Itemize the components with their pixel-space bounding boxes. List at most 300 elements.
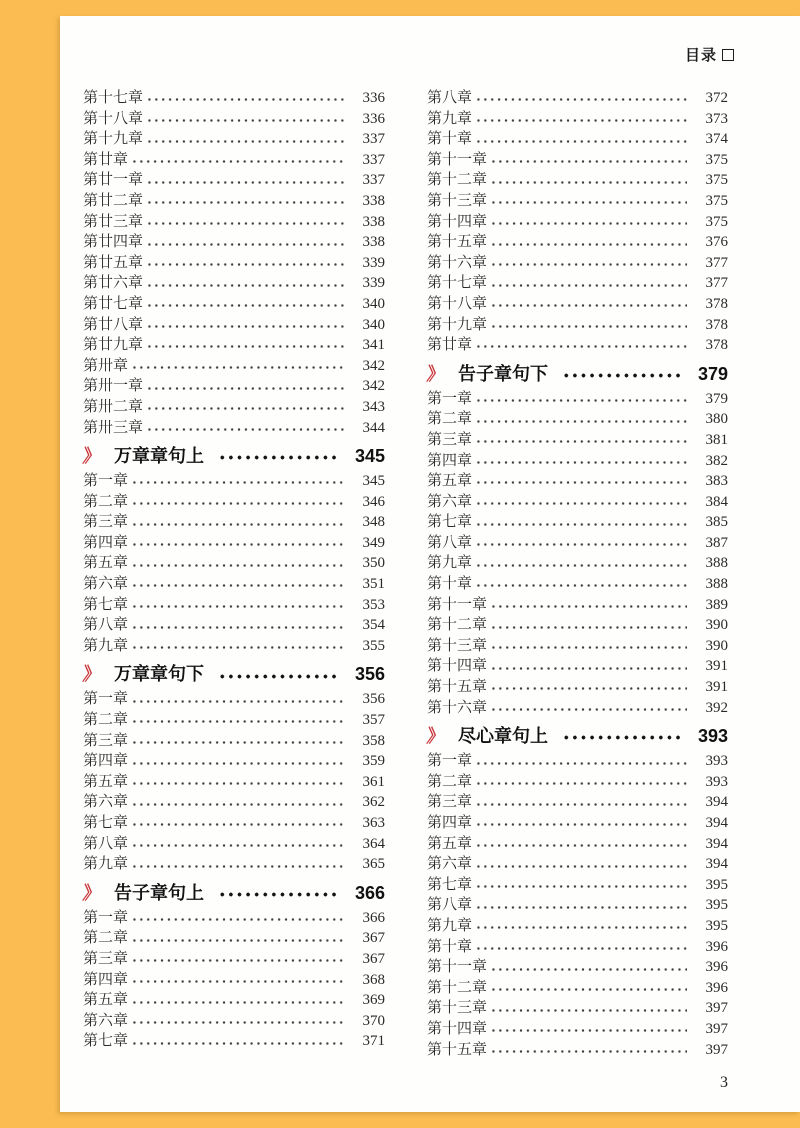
- dot-leader: [490, 1019, 687, 1040]
- toc-entry-row: [427, 512, 728, 533]
- toc-entry-label: 第四章: [83, 534, 129, 551]
- dot-leader: [490, 978, 687, 999]
- toc-entry-row: [427, 772, 728, 793]
- toc-entry-page: 354: [362, 617, 385, 634]
- toc-entry-label: 第五章: [83, 555, 129, 572]
- dot-leader: [475, 512, 687, 533]
- toc-entry-label: 第十二章: [427, 979, 488, 996]
- toc-entry-page: 362: [362, 794, 385, 811]
- dot-leader: [475, 430, 687, 451]
- toc-entry-page: 389: [705, 596, 728, 613]
- dot-leader: [146, 109, 344, 130]
- toc-entry-page: 397: [705, 1041, 728, 1058]
- toc-entry-label: 第七章: [427, 876, 473, 893]
- toc-entry-label: 第廿三章: [83, 213, 144, 230]
- toc-entry-row: [83, 1031, 385, 1052]
- dot-leader: [490, 232, 687, 253]
- dot-leader: [475, 937, 687, 958]
- toc-entry-label: 第三章: [83, 514, 129, 531]
- toc-entry-label: 第六章: [83, 794, 129, 811]
- dot-leader: [146, 88, 344, 109]
- toc-entry-label: 第一章: [83, 909, 129, 926]
- toc-entry-page: 396: [705, 938, 728, 955]
- toc-entry-row: [427, 875, 728, 896]
- dot-leader: [131, 970, 344, 991]
- toc-entry-label: 第三章: [83, 732, 129, 749]
- toc-entry-page: 375: [705, 151, 728, 168]
- dot-leader: [490, 1040, 687, 1061]
- toc-entry-label: 第十六章: [427, 699, 488, 716]
- toc-entry-page: 374: [705, 131, 728, 148]
- toc-entry-row: [427, 677, 728, 698]
- toc-column-left: [83, 88, 385, 1060]
- toc-entry-page: 379: [705, 390, 728, 407]
- dot-leader: [475, 916, 687, 937]
- toc-entry-label: 第廿二章: [83, 192, 144, 209]
- toc-entry-row: [427, 409, 728, 430]
- toc-page: [60, 16, 800, 1112]
- toc-entry-label: 第卅三章: [83, 419, 144, 436]
- toc-entry-row: [83, 710, 385, 731]
- toc-entry-label: 第廿四章: [83, 234, 144, 251]
- toc-entry-label: 第十三章: [427, 637, 488, 654]
- section-chevron-icon: 》: [425, 726, 447, 747]
- toc-section-row: [83, 443, 385, 469]
- dot-leader: [131, 854, 344, 875]
- toc-columns: [83, 88, 728, 1060]
- toc-section-label: 告子章句下: [458, 363, 548, 384]
- toc-entry-label: 第十七章: [83, 90, 144, 106]
- toc-entry-page: 394: [705, 835, 728, 852]
- page-number: 3: [720, 1074, 728, 1091]
- dot-leader: [490, 957, 687, 978]
- toc-entry-row: [83, 908, 385, 929]
- dot-leader: [146, 212, 344, 233]
- toc-entry-row: [83, 772, 385, 793]
- toc-section-row: [427, 723, 728, 749]
- toc-entry-row: [427, 315, 728, 336]
- toc-entry-page: 349: [362, 534, 385, 551]
- dot-leader: [131, 990, 344, 1011]
- dot-leader: [131, 908, 344, 929]
- toc-entry-page: 395: [705, 897, 728, 914]
- toc-entry-page: 365: [362, 856, 385, 873]
- toc-entry-page: 375: [705, 172, 728, 189]
- toc-entry-page: 385: [705, 514, 728, 531]
- toc-entry-page: 384: [705, 493, 728, 510]
- toc-entry-row: [83, 129, 385, 150]
- toc-entry-label: 第廿六章: [83, 275, 144, 292]
- toc-entry-label: 第九章: [427, 917, 473, 934]
- toc-entry-label: 第六章: [83, 576, 129, 593]
- header-box-icon: [722, 49, 734, 61]
- dot-leader: [146, 170, 344, 191]
- toc-entry-label: 第廿八章: [83, 316, 144, 333]
- toc-entry-page: 350: [362, 555, 385, 572]
- dot-leader: [131, 574, 344, 595]
- toc-entry-row: [83, 512, 385, 533]
- toc-entry-page: 348: [362, 514, 385, 531]
- toc-entry-row: [427, 170, 728, 191]
- toc-entry-page: 353: [362, 596, 385, 613]
- toc-entry-row: [427, 129, 728, 150]
- toc-entry-label: 第十四章: [427, 213, 488, 230]
- dot-leader: [490, 150, 687, 171]
- dot-leader: [218, 880, 339, 906]
- toc-entry-page: 390: [705, 637, 728, 654]
- toc-entry-page: 364: [362, 835, 385, 852]
- toc-entry-row: [427, 335, 728, 356]
- toc-entry-page: 396: [705, 979, 728, 996]
- toc-entry-label: 第九章: [83, 637, 129, 654]
- page-header: [685, 44, 734, 65]
- toc-entry-page: 370: [362, 1012, 385, 1029]
- dot-leader: [146, 273, 344, 294]
- toc-entry-page: 356: [362, 691, 385, 708]
- toc-entry-page: 375: [705, 213, 728, 230]
- toc-entry-label: 第七章: [83, 596, 129, 613]
- dot-leader: [131, 1031, 344, 1052]
- toc-entry-page: 383: [705, 473, 728, 490]
- toc-entry-page: 394: [705, 794, 728, 811]
- toc-entry-page: 375: [705, 192, 728, 209]
- toc-entry-label: 第卅二章: [83, 398, 144, 415]
- toc-section-page: 345: [354, 446, 385, 467]
- toc-entry-row: [427, 294, 728, 315]
- toc-entry-label: 第九章: [83, 856, 129, 873]
- toc-entry-page: 342: [362, 378, 385, 395]
- toc-entry-label: 第二章: [427, 411, 473, 428]
- dot-leader: [490, 636, 687, 657]
- toc-entry-label: 第廿五章: [83, 254, 144, 271]
- toc-entry-row: [427, 698, 728, 719]
- toc-entry-row: [83, 813, 385, 834]
- toc-entry-row: [83, 595, 385, 616]
- toc-entry-page: 390: [705, 617, 728, 634]
- dot-leader: [490, 273, 687, 294]
- toc-entry-label: 第十八章: [83, 110, 144, 127]
- toc-entry-row: [427, 232, 728, 253]
- toc-entry-page: 366: [362, 909, 385, 926]
- toc-entry-label: 第十四章: [427, 658, 488, 675]
- toc-entry-label: 第十六章: [427, 254, 488, 271]
- toc-entry-row: [427, 615, 728, 636]
- toc-section-row: [83, 661, 385, 687]
- toc-section-page: 379: [697, 363, 728, 384]
- toc-entry-page: 358: [362, 732, 385, 749]
- dot-leader: [475, 895, 687, 916]
- toc-entry-row: [427, 636, 728, 657]
- toc-entry-page: 380: [705, 411, 728, 428]
- toc-entry-row: [427, 533, 728, 554]
- dot-leader: [490, 615, 687, 636]
- dot-leader: [131, 512, 344, 533]
- toc-entry-row: [83, 150, 385, 171]
- toc-entry-row: [83, 335, 385, 356]
- toc-entry-page: 395: [705, 876, 728, 893]
- toc-entry-row: [427, 751, 728, 772]
- toc-entry-row: [427, 895, 728, 916]
- toc-entry-label: 第十三章: [427, 1000, 488, 1017]
- toc-entry-label: 第七章: [83, 1033, 129, 1050]
- dot-leader: [475, 129, 687, 150]
- toc-entry-label: 第一章: [83, 691, 129, 708]
- toc-entry-label: 第五章: [83, 773, 129, 790]
- toc-entry-row: [83, 88, 385, 109]
- dot-leader: [218, 661, 339, 687]
- toc-entry-row: [83, 232, 385, 253]
- toc-entry-page: 393: [705, 753, 728, 770]
- dot-leader: [131, 928, 344, 949]
- dot-leader: [131, 772, 344, 793]
- toc-entry-row: [83, 471, 385, 492]
- dot-leader: [131, 710, 344, 731]
- toc-entry-row: [83, 170, 385, 191]
- toc-entry-page: 377: [705, 275, 728, 292]
- toc-entry-label: 第六章: [427, 856, 473, 873]
- toc-entry-label: 第七章: [83, 815, 129, 831]
- dot-leader: [490, 315, 687, 336]
- toc-entry-row: [427, 253, 728, 274]
- dot-leader: [490, 191, 687, 212]
- dot-leader: [475, 471, 687, 492]
- toc-entry-row: [427, 1040, 728, 1061]
- toc-entry-row: [427, 88, 728, 109]
- dot-leader: [131, 553, 344, 574]
- toc-entry-label: 第十二章: [427, 617, 488, 634]
- toc-entry-label: 第廿章: [427, 337, 473, 354]
- toc-entry-row: [427, 834, 728, 855]
- toc-entry-label: 第卅章: [83, 357, 129, 374]
- dot-leader: [131, 792, 344, 813]
- section-chevron-icon: 》: [81, 446, 103, 467]
- toc-section-label: 万章章句上: [114, 446, 204, 467]
- dot-leader: [475, 751, 687, 772]
- toc-entry-label: 第三章: [427, 794, 473, 811]
- dot-leader: [475, 389, 687, 410]
- toc-entry-page: 393: [705, 773, 728, 790]
- toc-entry-row: [83, 294, 385, 315]
- dot-leader: [146, 191, 344, 212]
- toc-entry-label: 第十九章: [427, 316, 488, 333]
- toc-entry-row: [83, 731, 385, 752]
- toc-entry-row: [83, 492, 385, 513]
- toc-entry-label: 第八章: [427, 897, 473, 914]
- toc-entry-page: 339: [362, 275, 385, 292]
- toc-entry-label: 第一章: [427, 753, 473, 770]
- dot-leader: [475, 792, 687, 813]
- dot-leader: [475, 335, 687, 356]
- toc-entry-row: [427, 492, 728, 513]
- dot-leader: [146, 129, 344, 150]
- toc-entry-label: 第十章: [427, 576, 473, 593]
- toc-entry-row: [427, 553, 728, 574]
- toc-section-label: 尽心章句上: [458, 726, 548, 747]
- toc-column-right: [427, 88, 728, 1060]
- toc-entry-label: 第四章: [427, 815, 473, 831]
- toc-section-page: 393: [697, 726, 728, 747]
- toc-entry-page: 336: [362, 110, 385, 127]
- toc-entry-page: 367: [362, 950, 385, 967]
- toc-entry-label: 第十一章: [427, 151, 488, 168]
- dot-leader: [475, 409, 687, 430]
- toc-entry-row: [427, 792, 728, 813]
- toc-entry-page: 387: [705, 534, 728, 551]
- toc-entry-row: [83, 854, 385, 875]
- toc-entry-page: 377: [705, 254, 728, 271]
- toc-entry-label: 第廿章: [83, 151, 129, 168]
- toc-entry-label: 第六章: [427, 493, 473, 510]
- dot-leader: [562, 723, 682, 749]
- toc-entry-row: [83, 553, 385, 574]
- dot-leader: [490, 294, 687, 315]
- toc-entry-label: 第三章: [427, 431, 473, 448]
- section-chevron-icon: 》: [81, 664, 103, 685]
- toc-entry-page: 338: [362, 192, 385, 209]
- toc-entry-row: [83, 1011, 385, 1032]
- toc-entry-row: [83, 574, 385, 595]
- toc-entry-page: 391: [705, 658, 728, 675]
- toc-entry-row: [427, 595, 728, 616]
- dot-leader: [475, 772, 687, 793]
- dot-leader: [131, 150, 344, 171]
- toc-entry-label: 第十二章: [427, 172, 488, 189]
- dot-leader: [490, 656, 687, 677]
- toc-entry-page: 367: [362, 930, 385, 947]
- toc-entry-label: 第五章: [427, 473, 473, 490]
- dot-leader: [475, 451, 687, 472]
- toc-entry-label: 第一章: [83, 473, 129, 490]
- dot-leader: [131, 949, 344, 970]
- toc-entry-page: 371: [362, 1033, 385, 1050]
- toc-entry-row: [83, 191, 385, 212]
- dot-leader: [490, 677, 687, 698]
- toc-section-label: 万章章句下: [114, 664, 204, 685]
- toc-entry-label: 第二章: [427, 773, 473, 790]
- dot-leader: [475, 574, 687, 595]
- dot-leader: [131, 834, 344, 855]
- dot-leader: [475, 553, 687, 574]
- dot-leader: [131, 751, 344, 772]
- toc-entry-label: 第九章: [427, 555, 473, 572]
- toc-entry-label: 第十一章: [427, 596, 488, 613]
- toc-entry-label: 第十七章: [427, 275, 488, 292]
- toc-entry-page: 343: [362, 398, 385, 415]
- toc-entry-page: 397: [705, 1000, 728, 1017]
- toc-entry-row: [83, 751, 385, 772]
- toc-entry-row: [83, 533, 385, 554]
- toc-entry-label: 第廿九章: [83, 337, 144, 354]
- toc-entry-row: [83, 949, 385, 970]
- dot-leader: [146, 335, 344, 356]
- dot-leader: [131, 615, 344, 636]
- toc-entry-row: [427, 273, 728, 294]
- toc-entry-row: [427, 1019, 728, 1040]
- toc-section-page: 356: [354, 664, 385, 685]
- toc-entry-page: 392: [705, 699, 728, 716]
- toc-entry-label: 第四章: [83, 753, 129, 770]
- toc-entry-row: [427, 430, 728, 451]
- toc-entry-label: 第十章: [427, 131, 473, 148]
- toc-entry-row: [83, 636, 385, 657]
- toc-entry-label: 第五章: [83, 992, 129, 1009]
- toc-entry-page: 338: [362, 213, 385, 230]
- dot-leader: [131, 813, 344, 834]
- toc-entry-page: 396: [705, 959, 728, 976]
- dot-leader: [475, 813, 687, 834]
- toc-entry-row: [427, 656, 728, 677]
- dot-leader: [490, 253, 687, 274]
- toc-entry-page: 345: [362, 473, 385, 490]
- toc-entry-label: 第四章: [427, 452, 473, 469]
- toc-header-title: 目录: [684, 47, 717, 64]
- toc-entry-page: 361: [362, 773, 385, 790]
- toc-entry-page: 346: [362, 493, 385, 510]
- toc-entry-label: 第七章: [427, 514, 473, 531]
- toc-entry-row: [427, 998, 728, 1019]
- toc-entry-label: 第十四章: [427, 1020, 488, 1037]
- toc-entry-page: 391: [705, 679, 728, 696]
- toc-entry-label: 第四章: [83, 971, 129, 988]
- toc-section-row: [83, 880, 385, 906]
- toc-entry-label: 第五章: [427, 835, 473, 852]
- toc-entry-row: [83, 356, 385, 377]
- toc-entry-page: 395: [705, 917, 728, 934]
- toc-entry-row: [83, 928, 385, 949]
- dot-leader: [475, 533, 687, 554]
- dot-leader: [131, 1011, 344, 1032]
- toc-entry-page: 337: [362, 172, 385, 189]
- dot-leader: [475, 834, 687, 855]
- toc-entry-label: 第卅一章: [83, 378, 144, 395]
- toc-entry-row: [427, 191, 728, 212]
- toc-entry-row: [83, 315, 385, 336]
- toc-entry-label: 第八章: [427, 90, 473, 106]
- toc-entry-row: [83, 273, 385, 294]
- section-chevron-icon: 》: [81, 882, 103, 903]
- toc-entry-row: [83, 109, 385, 130]
- toc-entry-row: [83, 397, 385, 418]
- dot-leader: [475, 88, 687, 109]
- dot-leader: [131, 533, 344, 554]
- toc-entry-row: [427, 978, 728, 999]
- toc-entry-page: 378: [705, 316, 728, 333]
- dot-leader: [218, 443, 339, 469]
- dot-leader: [490, 698, 687, 719]
- dot-leader: [131, 689, 344, 710]
- toc-entry-label: 第十五章: [427, 679, 488, 696]
- toc-entry-page: 338: [362, 234, 385, 251]
- toc-entry-label: 第二章: [83, 493, 129, 510]
- toc-entry-row: [83, 834, 385, 855]
- toc-entry-page: 337: [362, 131, 385, 148]
- toc-entry-page: 342: [362, 357, 385, 374]
- toc-entry-row: [427, 150, 728, 171]
- toc-entry-row: [83, 376, 385, 397]
- dot-leader: [146, 315, 344, 336]
- dot-leader: [131, 356, 344, 377]
- toc-entry-row: [427, 937, 728, 958]
- toc-section-page: 366: [354, 882, 385, 903]
- toc-entry-label: 第六章: [83, 1012, 129, 1029]
- toc-entry-label: 第二章: [83, 712, 129, 729]
- toc-entry-page: 359: [362, 753, 385, 770]
- dot-leader: [490, 998, 687, 1019]
- toc-entry-row: [427, 813, 728, 834]
- dot-leader: [146, 376, 344, 397]
- toc-entry-page: 378: [705, 295, 728, 312]
- toc-entry-label: 第十一章: [427, 959, 488, 976]
